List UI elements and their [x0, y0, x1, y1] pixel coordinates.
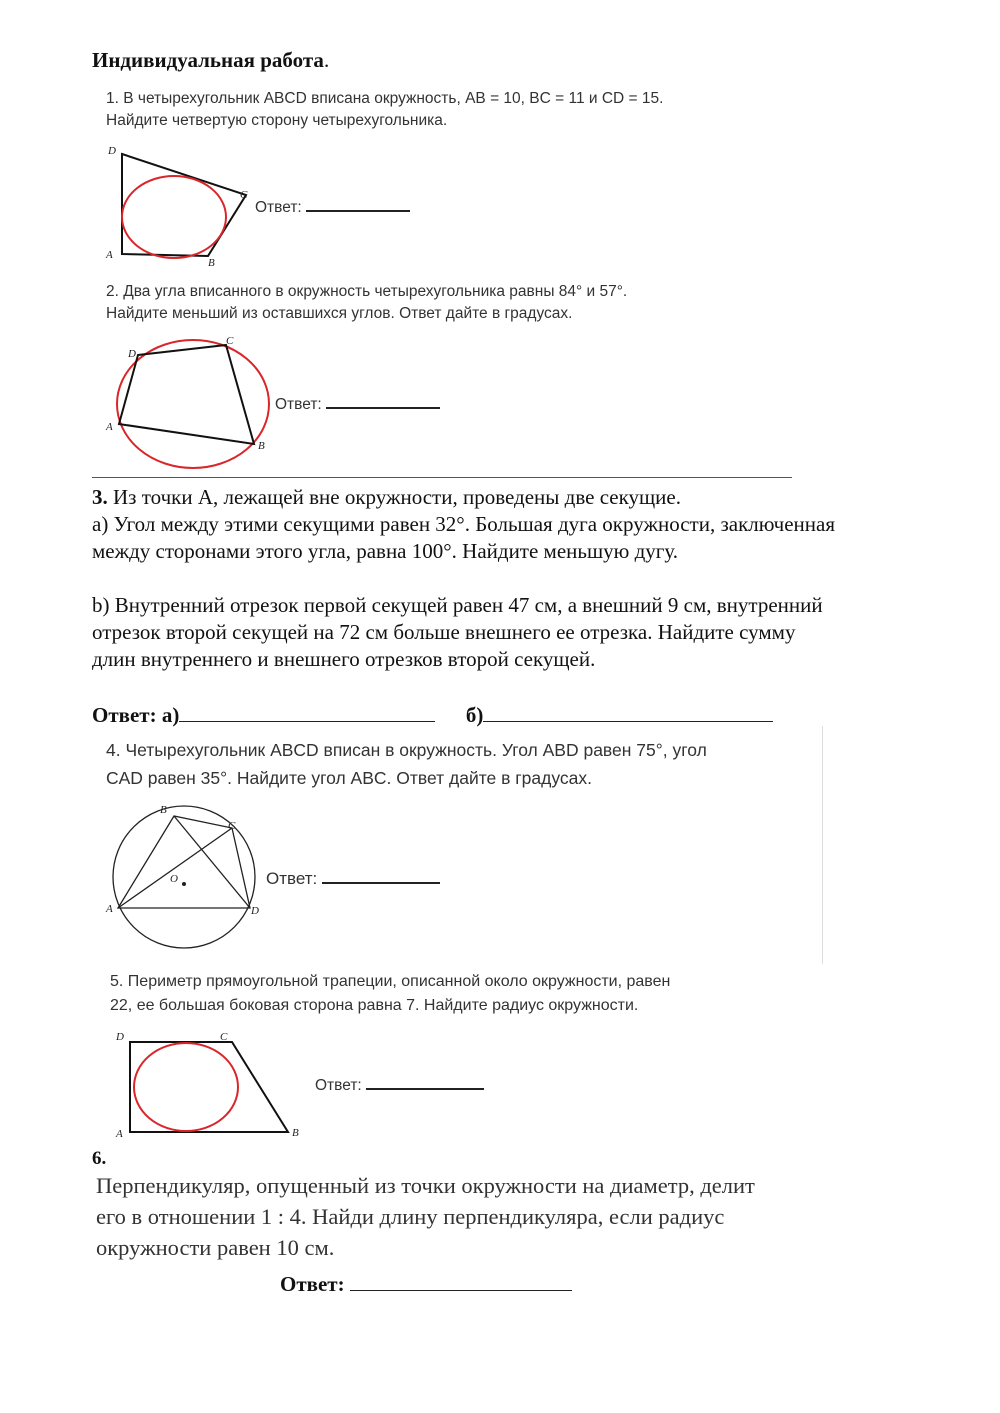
- task4-label-o: O: [170, 873, 178, 885]
- task1-figure: [100, 140, 260, 270]
- task4-text: [106, 736, 707, 792]
- task6-text: [96, 1170, 755, 1263]
- task2-text: [106, 281, 627, 325]
- task1-label-a: A: [106, 249, 113, 261]
- task6-answer-line[interactable]: [350, 1272, 572, 1291]
- task4-center-point: [182, 882, 186, 886]
- task3-part-b-line3: длин внутреннего и внешнего отрезков второй секущей.: [92, 647, 596, 671]
- task1-answer-line[interactable]: [306, 196, 410, 212]
- task1-incircle: [122, 176, 226, 258]
- task4-diagonal-bd: [174, 816, 250, 908]
- task3-answers: Ответ: а) б): [92, 702, 773, 729]
- task1-line1: 1. В четырехугольник ABCD вписана окружность, AB = 10, BC = 11 и CD = 15.: [106, 90, 664, 107]
- task1-text: [106, 88, 663, 132]
- task2-figure: [100, 332, 280, 474]
- task6-line2: его в отношении 1 : 4. Найди длину перпендикуляра, если радиус: [96, 1204, 725, 1229]
- task2-answer: Ответ:: [275, 393, 440, 414]
- task3-part-b-line1: b) Внутренний отрезок первой секущей равен 47 см, а внешний 9 см, внутренний: [92, 593, 823, 617]
- task3-number: 3.: [92, 485, 108, 509]
- task5-figure: [110, 1026, 310, 1142]
- task5-trapezoid: [130, 1042, 288, 1132]
- task5-line2: 22, ее большая боковая сторона равна 7. Найдите радиус окружности.: [110, 997, 639, 1014]
- task1-line2: Найдите четвертую сторону четырехугольника.: [106, 112, 448, 129]
- task1-label-b: B: [208, 257, 215, 269]
- page-title: Индивидуальная работа.: [92, 48, 330, 72]
- task6-line3: окружности равен 10 см.: [96, 1235, 335, 1260]
- task3-part-a-line2: между сторонами этого угла, равна 100°. Найдите меньшую дугу.: [92, 539, 679, 563]
- task5-answer-line[interactable]: [366, 1074, 484, 1090]
- task1-label-d: D: [108, 145, 116, 157]
- task1-quadrilateral: [122, 154, 246, 256]
- task2-line1: 2. Два угла вписанного в окружность четырехугольника равны 84° и 57°.: [106, 283, 628, 300]
- task2-circumcircle: [117, 340, 269, 468]
- task3-answer-a-line[interactable]: [179, 705, 435, 722]
- task4-label-d: D: [251, 905, 259, 917]
- task1-label-c: C: [240, 189, 248, 201]
- task3-intro: Из точки А, лежащей вне окружности, проведены две секущие.: [107, 485, 681, 509]
- task6-number: 6.: [92, 1148, 107, 1169]
- task3-text: [92, 484, 972, 673]
- task2-label-c: C: [226, 335, 234, 347]
- task2-label-d: D: [128, 348, 136, 360]
- task4-diagonal-ac: [118, 828, 232, 908]
- task5-line1: 5. Периметр прямоугольной трапеции, описанной около окружности, равен: [110, 973, 671, 990]
- task5-label-c: C: [220, 1031, 228, 1043]
- task5-text: [110, 970, 670, 1018]
- task3-part-a-line1: а) Угол между этими секущими равен 32°. Большая дуга окружности, заключенная: [92, 512, 835, 536]
- task2-answer-line[interactable]: [326, 393, 440, 409]
- task5-label-d: D: [116, 1031, 124, 1043]
- task2-label-b: B: [258, 440, 265, 452]
- task2-line2: Найдите меньший из оставшихся углов. Ответ дайте в градусах.: [106, 305, 573, 322]
- task4-answer-line[interactable]: [322, 866, 440, 884]
- task6-answer: Ответ:: [280, 1272, 572, 1297]
- task5-label-a: A: [116, 1128, 123, 1140]
- task1-answer: Ответ:: [255, 196, 410, 217]
- task5-answer: Ответ:: [315, 1074, 484, 1095]
- task6-line1: Перпендикуляр, опущенный из точки окружности на диаметр, делит: [96, 1173, 755, 1198]
- task4-label-c: C: [228, 820, 236, 832]
- task4-line2: CAD равен 35°. Найдите угол ABC. Ответ дайте в градусах.: [106, 768, 593, 788]
- task5-incircle: [134, 1043, 238, 1131]
- task2-label-a: A: [106, 421, 113, 433]
- task4-figure: [100, 800, 270, 952]
- task4-label-b: B: [160, 804, 167, 816]
- task4-label-a: A: [106, 903, 113, 915]
- task3-part-b-line2: отрезок второй секущей на 72 см больше внешнего ее отрезка. Найдите сумму: [92, 620, 796, 644]
- section-divider: [92, 477, 792, 478]
- task3-answer-b-line[interactable]: [483, 705, 773, 722]
- task5-label-b: B: [292, 1127, 299, 1139]
- task4-line1: 4. Четырехугольник ABCD вписан в окружность. Угол ABD равен 75°, угол: [106, 740, 707, 760]
- task4-answer: Ответ:: [266, 866, 440, 889]
